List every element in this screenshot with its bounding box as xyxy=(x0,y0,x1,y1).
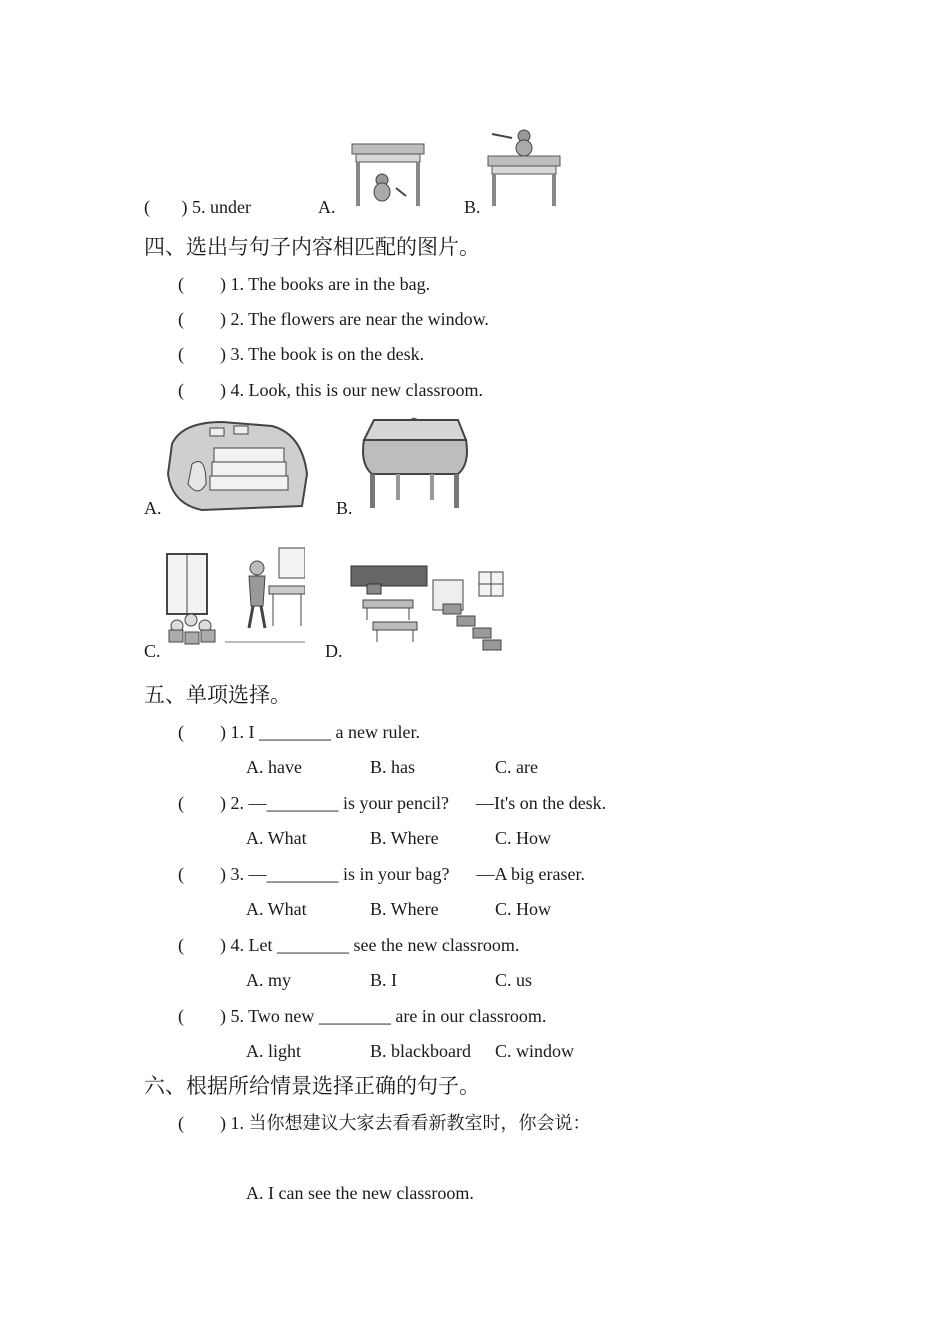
mc-option-a: A. light xyxy=(246,1041,302,1061)
mc-option-b: B. has xyxy=(370,757,415,777)
mc-option-a: A. What xyxy=(246,899,307,919)
situation-option-a: A. I can see the new classroom. xyxy=(246,1183,474,1203)
picture-d-label: D. xyxy=(325,641,343,661)
mc-option-b: B. Where xyxy=(370,828,439,848)
new-classroom-image xyxy=(349,562,505,656)
mc-question-stem: ( ) 4. Let ________ see the new classroom. xyxy=(178,935,520,955)
section-4-item: ( ) 4. Look, this is our new classroom. xyxy=(178,380,483,400)
mc-option-c: C. How xyxy=(495,828,552,848)
option-a-label: A. xyxy=(318,197,336,217)
book-on-desk-image xyxy=(360,414,470,512)
picture-c-label: C. xyxy=(144,641,161,661)
mc-question-stem: ( ) 1. I ________ a new ruler. xyxy=(178,722,420,742)
picture-a-label: A. xyxy=(144,498,162,518)
mc-option-b: B. blackboard xyxy=(370,1041,471,1061)
bag-with-books-image xyxy=(162,414,312,512)
mc-option-a: A. have xyxy=(246,757,302,777)
mc-option-c: C. us xyxy=(495,970,533,990)
mc-option-b: B. Where xyxy=(370,899,439,919)
mc-option-a: A. my xyxy=(246,970,291,990)
section-6-title: 六、根据所给情景选择正确的句子。 xyxy=(144,1074,480,1098)
mc-option-c: C. window xyxy=(495,1041,575,1061)
section-4-item: ( ) 1. The books are in the bag. xyxy=(178,274,431,294)
mc-question-stem: ( ) 2. —________ is your pencil? —It's on the desk. xyxy=(178,793,607,813)
picture-b-label: B. xyxy=(336,498,353,518)
mc-option-c: C. are xyxy=(495,757,538,777)
section-4-title: 四、选出与句子内容相匹配的图片。 xyxy=(144,235,480,259)
section-5-title: 五、单项选择。 xyxy=(144,683,291,707)
mc-option-c: C. How xyxy=(495,899,552,919)
situation-question-1: ( ) 1. 当你想建议大家去看看新教室时，你会说： xyxy=(178,1113,591,1133)
mc-option-a: A. What xyxy=(246,828,307,848)
section-4-item: ( ) 3. The book is on the desk. xyxy=(178,344,425,364)
mc-question-stem: ( ) 5. Two new ________ are in our classroom. xyxy=(178,1006,547,1026)
flowers-near-window-image xyxy=(165,546,305,656)
desk-bear-on-image xyxy=(484,128,564,208)
section-4-item: ( ) 2. The flowers are near the window. xyxy=(178,309,489,329)
desk-bear-under-image xyxy=(348,130,428,210)
mc-option-b: B. I xyxy=(370,970,397,990)
option-b-label: B. xyxy=(464,197,481,217)
mc-question-stem: ( ) 3. —________ is in your bag? —A big eraser. xyxy=(178,864,585,884)
question-5-under: ( ) 5. under xyxy=(144,197,251,217)
